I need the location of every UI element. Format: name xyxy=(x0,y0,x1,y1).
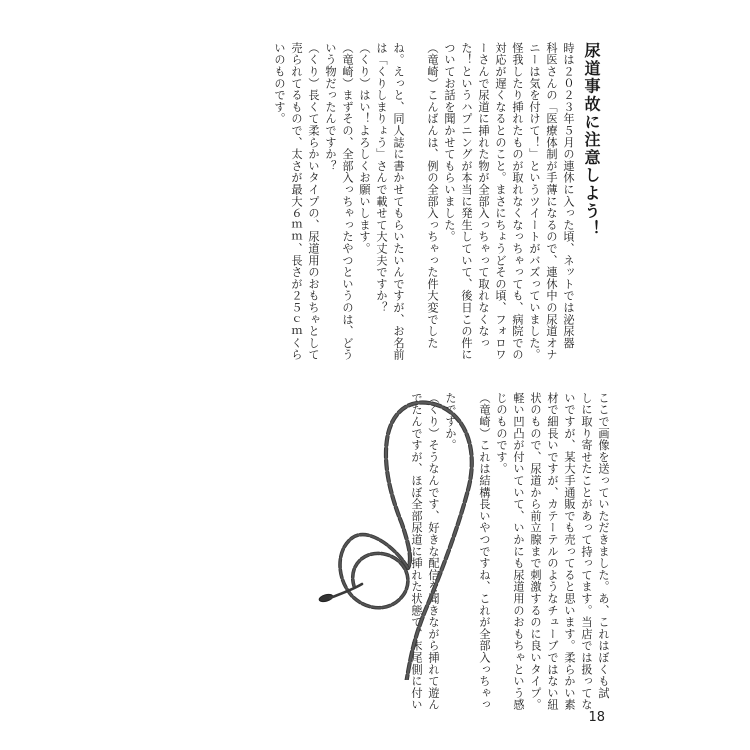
rod-coil xyxy=(340,535,408,608)
paragraph-line: ね。えっと、同人誌に書かせてもらいたいんですが、お名前 xyxy=(392,42,405,361)
paragraph-line: （竜崎）これは結構長いやつですね、これが全部入っちゃっ xyxy=(478,392,491,711)
paragraph-line: 対応が遅くなるとのこと。まさにちょうどその頃、フォロワ xyxy=(494,42,507,361)
paragraph-line: 売られてるもので、太さが最大６ｍｍ、長さが２５ｃｍくら xyxy=(290,42,303,361)
paragraph-line: 時は２０２３年５月の連休に入った頃、ネットでは泌尿器 xyxy=(562,42,575,349)
paragraph-line: いう物だったんですか？ xyxy=(324,42,337,172)
paragraph-line: じのものです。 xyxy=(495,392,508,475)
paragraph-line: （くり）はい！よろしくお願いします。 xyxy=(358,42,371,255)
paragraph-line: 怪我したり挿れたものが取れなくなっちゃっても、病院での xyxy=(511,42,524,361)
paragraph-line: 科医さんの「医療体制が手薄になるので、連休中の尿道オナ xyxy=(545,42,558,361)
paragraph-line: は「くりしまりょう」さんで載せて大丈夫ですか？ xyxy=(375,42,388,314)
paragraph-line: （くり）長くて柔らかいタイプの、尿道用のおもちゃとして xyxy=(307,42,320,361)
top-text-block xyxy=(271,42,601,361)
paragraph-line: （くり）そうなんです、好きな配信を聞きながら挿れて遊ん xyxy=(427,392,440,711)
paragraph-line: でたんですが、ほぼ全部尿道に挿れた状態で、末尾側に付い xyxy=(410,392,423,711)
paragraph-line: 軽い凹凸が付いていて、いかにも尿道用のおもちゃという感 xyxy=(512,392,525,711)
paragraph-line: しに取り寄せたことがあって持ってます。当店では扱ってな xyxy=(580,392,593,711)
paragraph-line: たですか。 xyxy=(444,392,457,451)
product-photo xyxy=(318,398,488,680)
rod-outer-loop xyxy=(386,402,472,680)
paragraph-line: た！というハプニングが本当に発生していて、後日この件に xyxy=(460,42,473,361)
paragraph-line: ーさんで尿道に挿れた物が全部入っちゃって取れなくなっ xyxy=(477,42,490,349)
paragraph-line: （竜崎）こんばんは、例の全部入っちゃった件大変でした xyxy=(426,42,439,349)
paragraph-line: ついてお話を聞かせてもらいました。 xyxy=(443,42,456,243)
page-number: 18 xyxy=(588,710,605,725)
paragraph-line: （竜崎）まずその、全部入っちゃったやつというのは、どう xyxy=(341,42,354,361)
paragraph-line: ニーは気を付けて！」というツイートがバズっていました。 xyxy=(528,42,541,361)
paragraph-line: 材で細長いですが、カテーテルのようなチューブではない紐 xyxy=(546,392,559,711)
paragraph-line: 状のもので、尿道から前立腺まで刺激するのに良いタイプ。 xyxy=(529,392,542,711)
paragraph-line: ここで画像を送っていただきました。あ、これはぼくも試 xyxy=(597,392,610,699)
paragraph-line: いのものです。 xyxy=(273,42,286,125)
paragraph-line: いですが、某大手通販でも売ってると思います。柔らかい素 xyxy=(563,392,576,711)
article-title: 尿道事故に注意しよう！ xyxy=(582,42,601,238)
